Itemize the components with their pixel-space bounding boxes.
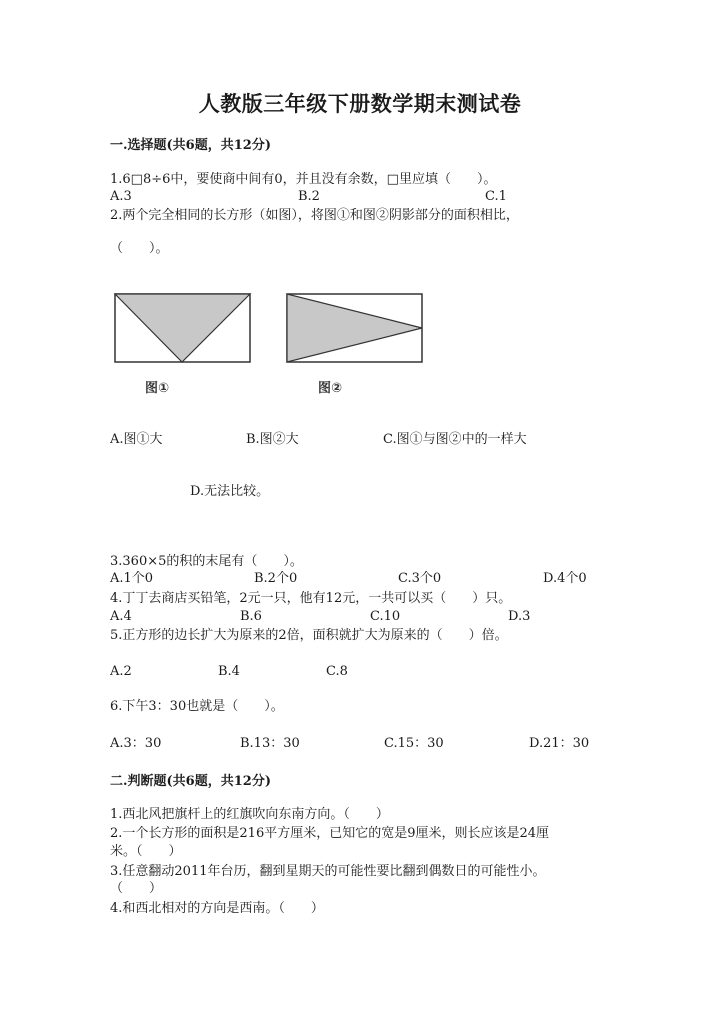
choice-q4-option-d: D.3 (508, 609, 531, 624)
choice-q4-text: 4.丁丁去商店买铅笔，2元一只，他有12元，一共可以买（ ）只。 (110, 591, 512, 606)
judge-q1-text: 1.西北风把旗杆上的红旗吹向东南方向。（ ） (110, 807, 389, 822)
choice-q4-option-b: B.6 (240, 609, 262, 624)
choice-q3-text: 3.360×5的积的末尾有（ ）。 (110, 554, 303, 569)
choice-q5-option-c: C.8 (326, 664, 348, 679)
choice-q5-text: 5.正方形的边长扩大为原来的2倍，面积就扩大为原来的（ ）倍。 (110, 628, 508, 643)
choice-q1-option-b: B.2 (298, 189, 320, 204)
choice-q3-option-c: C.3个0 (398, 571, 442, 586)
choice-q1-option-c: C.1 (485, 189, 507, 204)
judge-q2-text-cont: 米。（ ） (110, 844, 182, 859)
section-choice-header: 一.选择题(共6题，共12分) (110, 138, 271, 153)
choice-q2-option-b: B.图②大 (246, 432, 299, 447)
judge-q3-text-cont: （ ） (110, 881, 163, 896)
choice-q6-text: 6.下午3：30也就是（ ）。 (110, 699, 284, 714)
choice-q3-option-d: D.4个0 (543, 571, 587, 586)
choice-q1-text: 1.6□8÷6中，要使商中间有0，并且没有余数，□里应填（ ）。 (110, 172, 497, 187)
choice-q2-text-cont: （ ）。 (110, 241, 169, 256)
figure-2-label: 图② (318, 381, 343, 396)
choice-q2-figures (0, 280, 720, 405)
choice-q6-option-a: A.3：30 (110, 736, 162, 751)
choice-q2-option-a: A.图①大 (110, 432, 163, 447)
choice-q2-option-c: C.图①与图②中的一样大 (383, 432, 527, 447)
choice-q5-option-b: B.4 (218, 664, 240, 679)
judge-q2-text: 2.一个长方形的面积是216平方厘米，已知它的宽是9厘米，则长应该是24厘 (110, 826, 550, 841)
choice-q1-option-a: A.3 (110, 189, 132, 204)
figure-1-label: 图① (145, 381, 170, 396)
choice-q3-option-b: B.2个0 (254, 571, 298, 586)
figure-1 (115, 294, 250, 362)
judge-q4-text: 4.和西北相对的方向是西南。（ ） (110, 901, 324, 916)
choice-q4-option-c: C.10 (370, 609, 401, 624)
choice-q6-option-c: C.15：30 (384, 736, 444, 751)
choice-q4-option-a: A.4 (110, 609, 132, 624)
choice-q2-option-d: D.无法比较。 (190, 484, 270, 499)
choice-q3-option-a: A.1个0 (110, 571, 154, 586)
choice-q6-option-d: D.21：30 (529, 736, 590, 751)
choice-q6-option-b: B.13：30 (240, 736, 300, 751)
choice-q5-option-a: A.2 (110, 664, 132, 679)
section-judge-header: 二.判断题(共6题，共12分) (110, 774, 271, 789)
choice-q2-text: 2.两个完全相同的长方形（如图），将图①和图②阴影部分的面积相比， (110, 208, 519, 223)
figure-2 (287, 294, 422, 362)
page-title: 人教版三年级下册数学期末测试卷 (198, 91, 522, 116)
judge-q3-text: 3.任意翻动2011年台历，翻到星期天的可能性要比翻到偶数日的可能性小。 (110, 864, 546, 879)
